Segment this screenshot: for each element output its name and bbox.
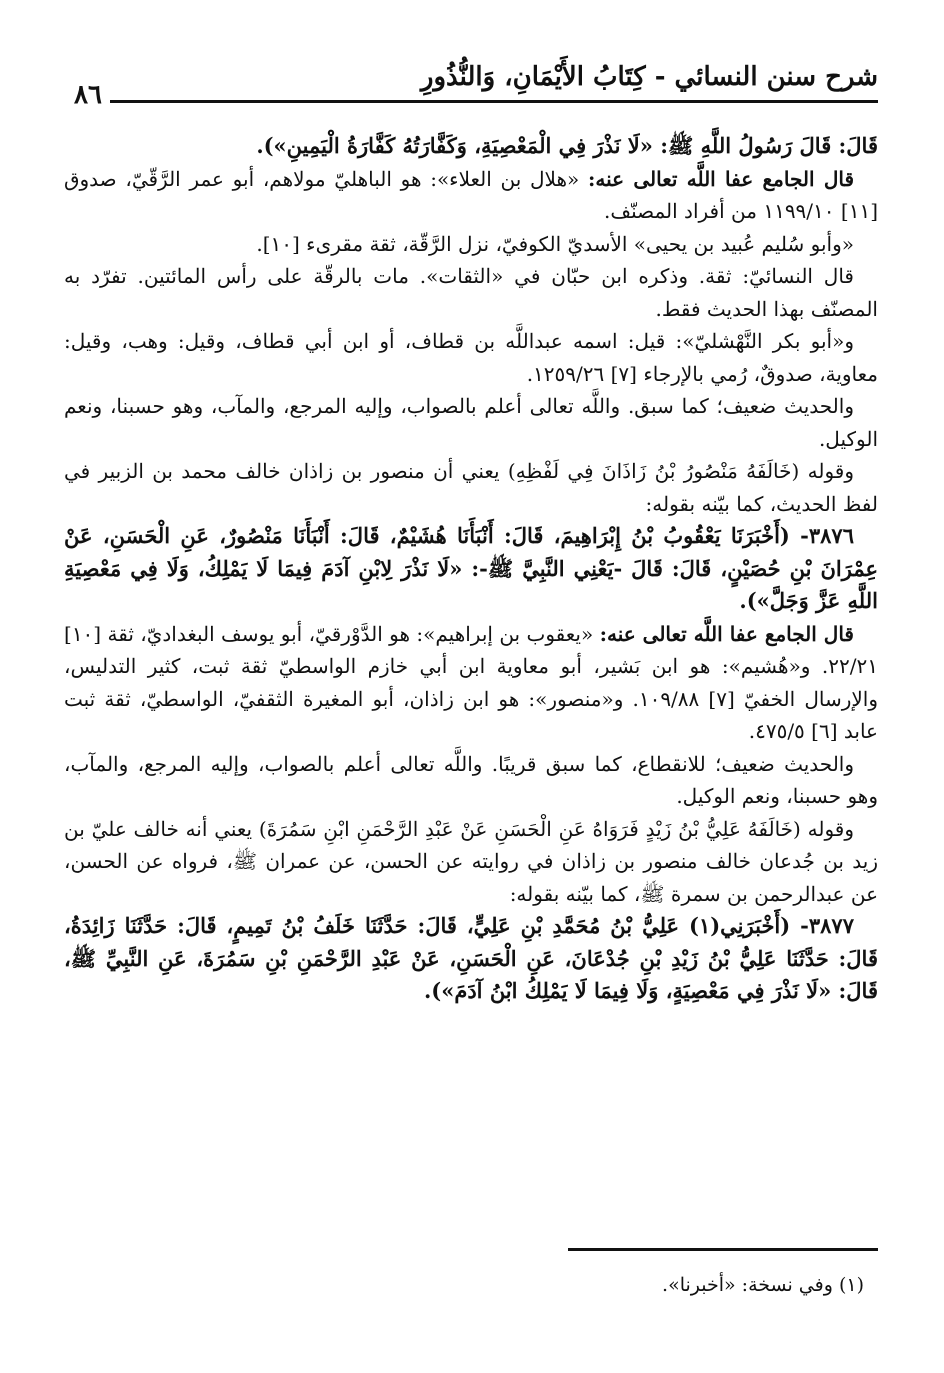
hadith-3876-text: ٣٨٧٦- (أَخْبَرَنَا يَعْقُوبُ بْنُ إِبْرَاهِيمَ، قَالَ: أَنْبَأَنَا هُشَيْمٌ، قَالَ: أَنْبَأَنَا مَنْصُورٌ، عَنِ الْحَسَنِ، عَنْ عِمْرَانَ بْنِ حُصَيْنٍ، قَالَ: قَالَ -يَعْنِي النَّبِيَّ ﷺ-: «لَا نَذْرَ لِابْنِ آدَمَ فِيمَا لَا يَمْلِكُ، وَلَا فِي مَعْصِيَةِ اللَّهِ عَزَّ وَجَلَّ»). xyxy=(64,523,878,613)
hadith-3877-text: ٣٨٧٧- (أَخْبَرَنِي(١) عَلِيُّ بْنُ مُحَمَّدِ بْنِ عَلِيٍّ، قَالَ: حَدَّثَنَا خَلَفُ بْنُ تَمِيمٍ، قَالَ: حَدَّثَنَا زَائِدَةُ، قَالَ: حَدَّثَنَا عَلِيُّ بْنُ زَيْدِ بْنِ جُدْعَانَ، عَنِ الْحَسَنِ، عَنْ عَبْدِ الرَّحْمَنِ بْنِ سَمُرَةَ، عَنِ النَّبِيِّ ﷺ، قَالَ: «لَا نَذْرَ فِي مَعْصِيَةٍ، وَلَا فِيمَا لَا يَمْلِكُ ابْنُ آدَمَ»). xyxy=(64,913,878,1003)
paragraph-4 xyxy=(64,260,878,325)
paragraph-2-lead: قال الجامع عفا اللَّه تعالى عنه: xyxy=(587,166,854,191)
paragraph-3 xyxy=(64,228,878,261)
paragraph-11 xyxy=(64,813,878,911)
paragraph-9 xyxy=(64,618,878,748)
paragraph-1-text: قَالَ: قَالَ رَسُولُ اللَّهِ ﷺ: «لَا نَذْرَ فِي الْمَعْصِيَةِ، وَكَفَّارَتُهُ كَفَّارَةُ الْيَمِينِ»). xyxy=(256,133,878,158)
paragraph-5-text: و«أبو بكر النَّهْشليّ»: قيل: اسمه عبداللَّه بن قطاف، أو ابن أبي قطاف، وقيل: وهب، وقيل: معاوية، صدوقٌ، رُمي بالإرجاء [٧] ١٢٥٩/٢٦. xyxy=(64,329,878,386)
paragraph-6-text: والحديث ضعيف؛ كما سبق. واللَّه تعالى أعلم بالصواب، وإليه المرجع، والمآب، وهو حسبنا، ونعم الوكيل. xyxy=(64,394,878,451)
paragraph-2 xyxy=(64,163,878,228)
footnote-separator xyxy=(568,1248,878,1251)
footnote xyxy=(66,1270,864,1300)
paragraph-9-lead: قال الجامع عفا اللَّه تعالى عنه: xyxy=(599,621,854,646)
footnote-text: (١) وفي نسخة: «أخبرنا». xyxy=(662,1274,864,1296)
paragraph-2-text: «هلال بن العلاء»: هو الباهليّ مولاهم، أبو عمر الرَّقّيّ، صدوق [١١] ١١٩٩/١٠ من أفراد المصنّف. xyxy=(64,166,878,223)
hadith-3876 xyxy=(64,520,878,618)
paragraph-10 xyxy=(64,748,878,813)
main-text xyxy=(64,130,878,1008)
running-header xyxy=(66,62,878,108)
paragraph-6 xyxy=(64,390,878,455)
paragraph-9-text: «يعقوب بن إبراهيم»: هو الدَّوْرقيّ، أبو يوسف البغداديّ، ثقة [١٠] ٢٢/٢١. و«هُشيم»: هو ابن بَشير، أبو معاوية ابن أبي خازم الواسطيّ ثقة ثبت، كثير التدليس، والإرسال الخفيّ [٧] ١٠٩/٨٨. و«منصور»: هو ابن زاذان، أبو المغيرة الثقفيّ، الواسطيّ، ثقة ثبت عابد [٦] ٤٧٥/٥. xyxy=(64,621,878,743)
hadith-3877 xyxy=(64,910,878,1008)
paragraph-4-text: قال النسائيّ: ثقة. وذكره ابن حبّان في «الثقات». مات بالرقّة على رأس المائتين. تفرّد به المصنّف بهذا الحديث فقط. xyxy=(64,264,878,321)
paragraph-1 xyxy=(64,130,878,163)
paragraph-5 xyxy=(64,325,878,390)
paragraph-11-text: وقوله (خَالَفَهُ عَلِيُّ بْنُ زَيْدٍ فَرَوَاهُ عَنِ الْحَسَنِ عَنْ عَبْدِ الرَّحْمَنِ ابْنِ سَمُرَةَ) يعني أنه خالف عليّ بن زيد بن جُدعان خالف منصور بن زاذان في روايته عن الحسن، عن عمران ﷺ، فرواه عن الحسن، عن عبدالرحمن بن سمرة ﷺ، كما بيّنه بقوله: xyxy=(64,816,878,906)
page-number: ٨٦ xyxy=(66,80,110,110)
paragraph-7-text: وقوله (خَالَفَهُ مَنْصُورُ بْنُ زَاذَانَ فِي لَفْظِهِ) يعني أن منصور بن زاذان خالف محمد بن الزبير في لفظ الحديث، كما بيّنه بقوله: xyxy=(64,459,878,516)
header-title: شرح سنن النسائي - كِتَابُ الأَيْمَانِ، وَالنُّذُورِ xyxy=(420,62,878,92)
paragraph-3-text: «وأبو سُليم عُبيد بن يحيى» الأسديّ الكوفيّ، نزل الرَّقّة، ثقة مقرىء [١٠]. xyxy=(256,231,854,256)
paragraph-7 xyxy=(64,455,878,520)
header-rule xyxy=(66,100,878,103)
paragraph-10-text: والحديث ضعيف؛ للانقطاع، كما سبق قريبًا. واللَّه تعالى أعلم بالصواب، وإليه المرجع، والمآب، وهو حسبنا، ونعم الوكيل. xyxy=(64,751,878,808)
